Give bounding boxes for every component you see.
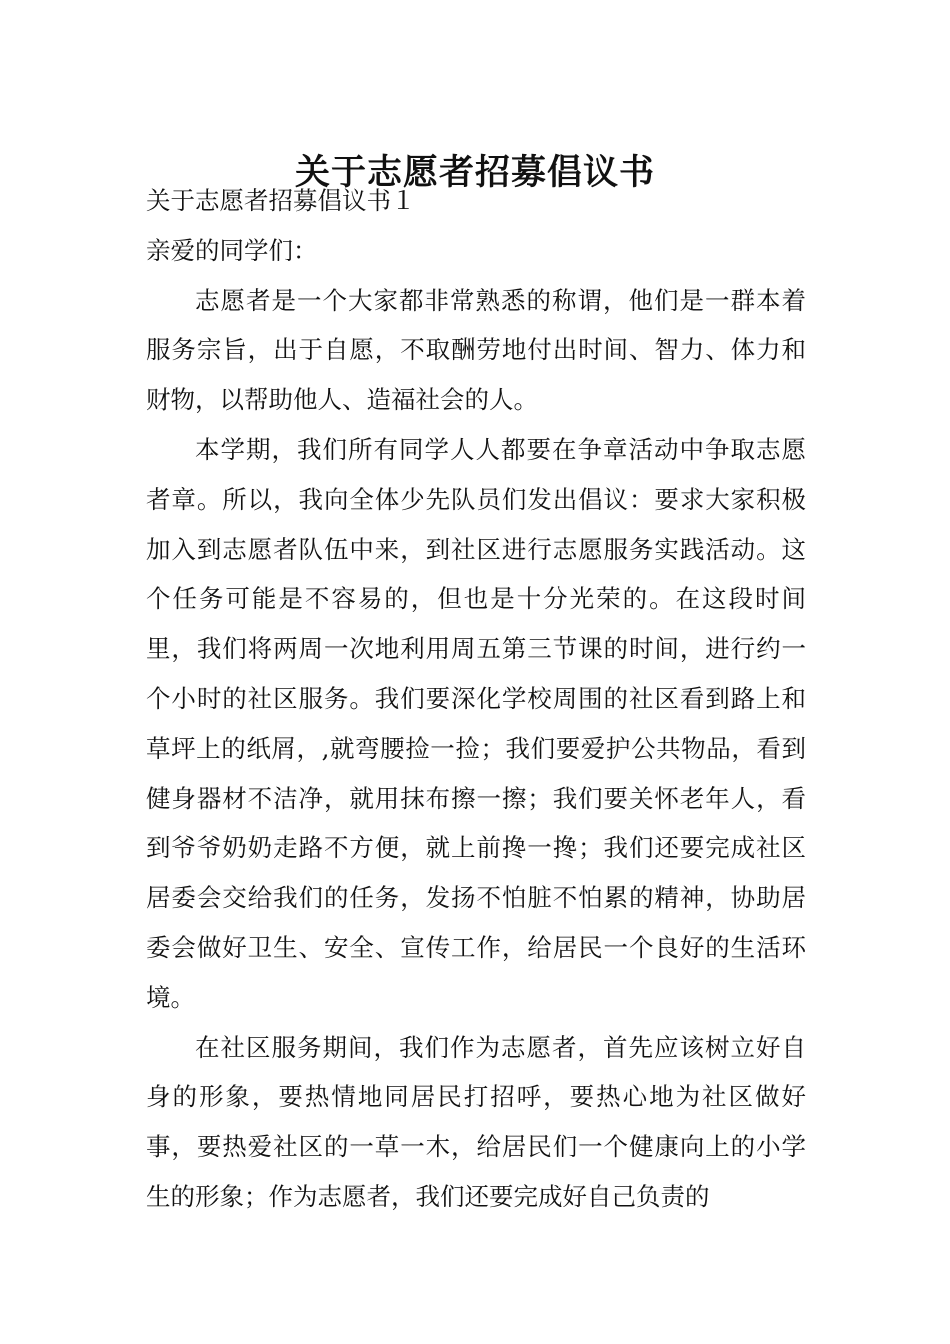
document-title: 关于志愿者招募倡议书 xyxy=(294,153,655,194)
salutation: 亲爱的同学们： xyxy=(146,235,318,265)
paragraph-3: 在社区服务期间，我们作为志愿者，首先应该树立好自身的形象，要热情地同居民打招呼，要热心地为社区做好事，要热爱社区的一草一木，给居民们一个健康向上的小学生的形象；作为志愿者，我们还要完成好自己负责的 xyxy=(146,1032,806,1211)
document-body xyxy=(146,176,806,1222)
paragraph-2: 本学期，我们所有同学人人都要在争章活动中争取志愿者章。所以，我向全体少先队员们发出倡议：要求大家积极加入到志愿者队伍中来，到社区进行志愿服务实践活动。这个任务可能是不容易的，但也是十分光荣的。在这段时间里，我们将两周一次地利用周五第三节课的时间，进行约一个小时的社区服务。我们要深化学校周围的社区看到路上和草坪上的纸屑，,就弯腰捡一捡；我们要爱护公共物品，看到健身器材不洁净，就用抹布擦一擦；我们要关怀老年人，看到爷爷奶奶走路不方便，就上前搀一搀；我们还要完成社区居委会交给我们的任务，发扬不怕脏不怕累的精神，协助居委会做好卫生、安全、宣传工作，给居民一个良好的生活环境。 xyxy=(146,434,806,1012)
paragraph-1: 志愿者是一个大家都非常熟悉的称谓，他们是一群本着服务宗旨，出于自愿，不取酬劳地付出时间、智力、体力和财物，以帮助他人、造福社会的人。 xyxy=(146,285,806,415)
document-subtitle: 关于志愿者招募倡议书１ xyxy=(146,186,416,215)
